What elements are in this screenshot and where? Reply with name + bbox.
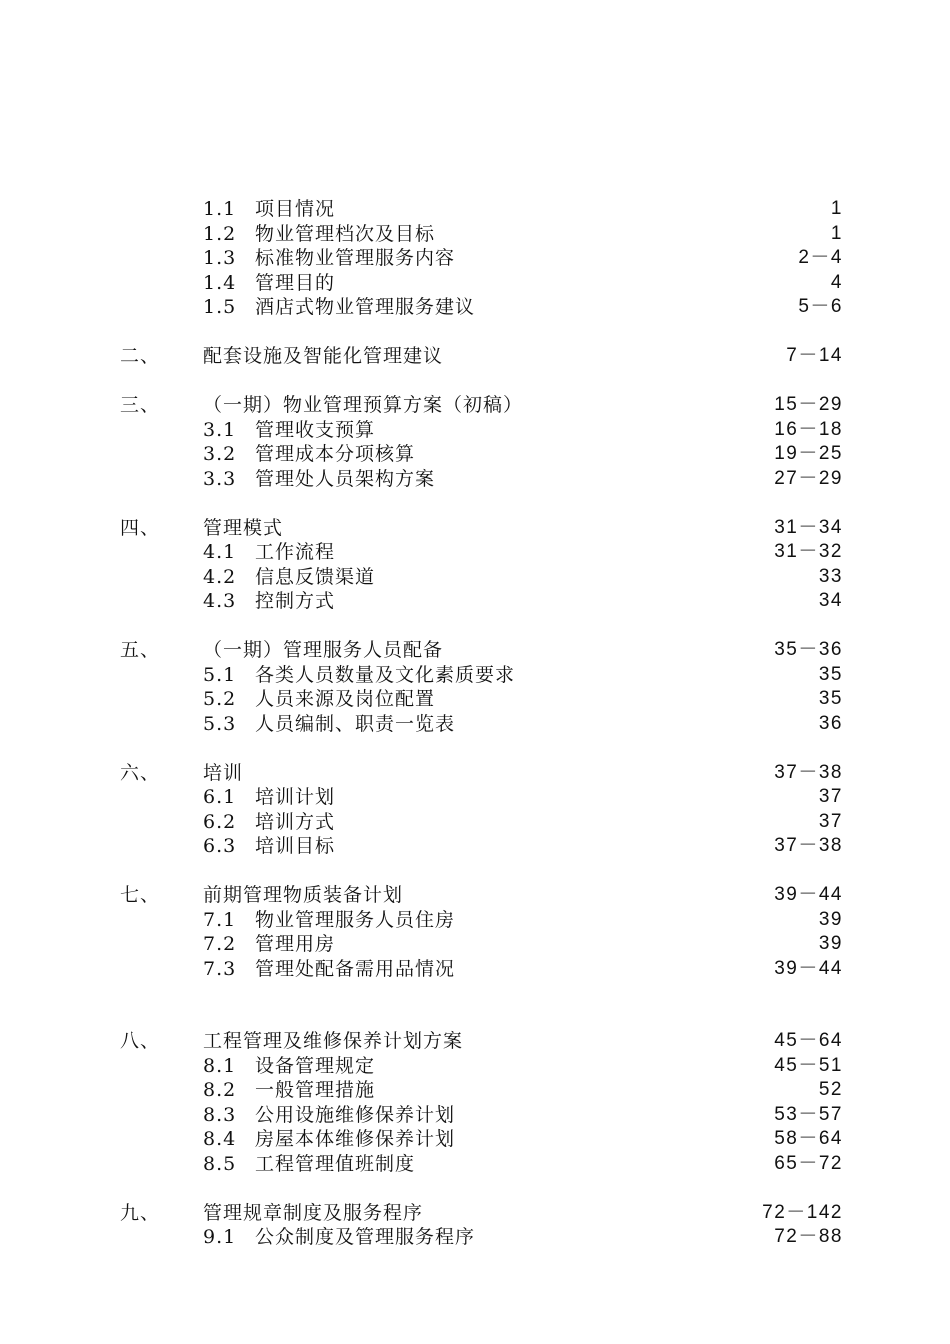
entry-number: 8.2 (203, 1079, 237, 1101)
entry-page: 36 (818, 712, 843, 734)
chapter-page: 45－64 (774, 1030, 843, 1051)
entry-title: 人员编制、职责一览表 (255, 712, 456, 735)
toc-entry-5-3[interactable] (0, 712, 950, 737)
toc-entry-9-1[interactable] (0, 1225, 950, 1250)
toc-entry-1-1[interactable] (0, 197, 950, 222)
entry-page: 2－4 (798, 247, 843, 268)
toc-entry-1-5[interactable] (0, 295, 950, 320)
toc-section-4 (0, 516, 950, 614)
toc-chapter-4[interactable] (0, 516, 950, 541)
entry-title: 酒店式物业管理服务建议 (255, 296, 476, 318)
toc-entry-6-3[interactable] (0, 834, 950, 859)
chapter-title: （一期）物业管理预算方案（初稿） (203, 394, 524, 416)
entry-title: 管理处配备需用品情况 (255, 957, 456, 980)
entry-page: 35 (818, 663, 843, 685)
entry-page: 33 (818, 565, 843, 587)
toc-entry-8-5[interactable] (0, 1152, 950, 1177)
entry-title: 物业管理服务人员住房 (255, 908, 456, 931)
toc-entry-4-3[interactable] (0, 589, 950, 614)
toc-entry-5-1[interactable] (0, 663, 950, 688)
entry-title: 培训目标 (255, 835, 336, 857)
entry-number: 8.1 (203, 1054, 237, 1077)
toc-entry-1-3[interactable] (0, 246, 950, 271)
entry-page: 1 (830, 198, 843, 219)
chapter-title: （一期）管理服务人员配备 (203, 639, 444, 661)
toc-chapter-2[interactable] (0, 344, 950, 369)
entry-number: 1.1 (203, 198, 237, 220)
chapter-page: 72－142 (762, 1201, 843, 1223)
toc-entry-6-1[interactable] (0, 785, 950, 810)
toc-section-9 (0, 1201, 950, 1250)
toc-entry-5-2[interactable] (0, 687, 950, 712)
entry-page: 39 (818, 908, 843, 930)
entry-title: 公用设施维修保养计划 (255, 1103, 456, 1126)
entry-title: 物业管理档次及目标 (255, 222, 436, 245)
entry-number: 1.5 (203, 296, 237, 318)
entry-title: 管理收支预算 (255, 418, 376, 441)
entry-number: 3.2 (203, 443, 237, 465)
toc-entry-4-1[interactable] (0, 540, 950, 565)
entry-number: 4.1 (203, 541, 237, 563)
toc-entry-7-2[interactable] (0, 932, 950, 957)
entry-title: 工程管理值班制度 (255, 1152, 416, 1175)
entry-number: 1.3 (203, 247, 237, 269)
chapter-number: 六、 (120, 761, 161, 784)
table-of-contents (0, 197, 950, 1274)
entry-page: 5－6 (798, 296, 843, 317)
entry-page: 45－51 (774, 1054, 843, 1076)
chapter-number: 三、 (120, 394, 161, 416)
chapter-number: 五、 (120, 639, 161, 661)
entry-page: 37 (818, 810, 843, 832)
chapter-page: 35－36 (774, 639, 843, 660)
entry-number: 8.3 (203, 1103, 237, 1126)
entry-page: 31－32 (774, 541, 843, 562)
toc-entry-3-2[interactable] (0, 442, 950, 467)
entry-page: 27－29 (774, 467, 843, 489)
entry-number: 4.3 (203, 590, 237, 612)
toc-entry-3-3[interactable] (0, 467, 950, 492)
chapter-title: 工程管理及维修保养计划方案 (203, 1030, 464, 1052)
toc-section-3 (0, 393, 950, 491)
entry-title: 管理用房 (255, 933, 336, 955)
toc-chapter-6[interactable] (0, 761, 950, 786)
entry-number: 3.1 (203, 418, 237, 441)
entry-number: 1.2 (203, 222, 237, 245)
entry-number: 7.1 (203, 908, 237, 931)
entry-number: 8.4 (203, 1128, 237, 1150)
chapter-title: 管理规章制度及服务程序 (203, 1201, 424, 1224)
toc-section-7 (0, 883, 950, 981)
entry-page: 35 (818, 688, 843, 709)
entry-number: 7.3 (203, 957, 237, 980)
entry-number: 6.2 (203, 810, 237, 833)
entry-page: 4 (830, 271, 843, 293)
entry-number: 3.3 (203, 467, 237, 490)
entry-page: 72－88 (774, 1226, 843, 1247)
entry-title: 培训计划 (255, 786, 336, 808)
toc-entry-6-2[interactable] (0, 810, 950, 835)
chapter-number: 八、 (120, 1030, 161, 1052)
entry-title: 管理处人员架构方案 (255, 467, 436, 490)
chapter-number: 七、 (120, 884, 161, 906)
toc-section-6 (0, 761, 950, 859)
entry-title: 各类人员数量及文化素质要求 (255, 663, 516, 686)
toc-entry-7-1[interactable] (0, 908, 950, 933)
entry-number: 5.2 (203, 688, 237, 710)
entry-page: 65－72 (774, 1152, 843, 1174)
entry-title: 设备管理规定 (255, 1054, 376, 1077)
toc-entry-1-2[interactable] (0, 222, 950, 247)
entry-page: 52 (818, 1079, 843, 1100)
toc-entry-8-2[interactable] (0, 1078, 950, 1103)
chapter-page: 7－14 (786, 345, 843, 366)
toc-entry-8-4[interactable] (0, 1127, 950, 1152)
toc-entry-8-3[interactable] (0, 1103, 950, 1128)
chapter-number: 九、 (120, 1201, 161, 1224)
chapter-title: 管理模式 (203, 516, 284, 539)
toc-chapter-9[interactable] (0, 1201, 950, 1226)
chapter-page: 31－34 (774, 516, 843, 538)
entry-page: 37－38 (774, 835, 843, 856)
entry-page: 16－18 (774, 418, 843, 440)
toc-chapter-7[interactable] (0, 883, 950, 908)
chapter-page: 39－44 (774, 884, 843, 905)
entry-number: 4.2 (203, 565, 237, 588)
entry-number: 8.5 (203, 1152, 237, 1175)
entry-title: 信息反馈渠道 (255, 565, 376, 588)
entry-page: 19－25 (774, 443, 843, 464)
toc-entry-4-2[interactable] (0, 565, 950, 590)
toc-section-5 (0, 638, 950, 736)
toc-entry-8-1[interactable] (0, 1054, 950, 1079)
toc-section-8 (0, 1029, 950, 1176)
entry-title: 管理成本分项核算 (255, 443, 416, 465)
entry-number: 5.3 (203, 712, 237, 735)
entry-title: 管理目的 (255, 271, 336, 294)
entry-title: 控制方式 (255, 590, 336, 612)
toc-chapter-8[interactable] (0, 1029, 950, 1054)
toc-chapter-5[interactable] (0, 638, 950, 663)
entry-page: 1 (830, 222, 843, 244)
entry-title: 人员来源及岗位配置 (255, 688, 436, 710)
chapter-title: 配套设施及智能化管理建议 (203, 345, 444, 367)
entry-number: 6.1 (203, 786, 237, 808)
entry-page: 37 (818, 786, 843, 807)
entry-number: 7.2 (203, 933, 237, 955)
entry-number: 5.1 (203, 663, 237, 686)
entry-title: 项目情况 (255, 198, 336, 220)
entry-title: 标准物业管理服务内容 (255, 247, 456, 269)
entry-number: 6.3 (203, 835, 237, 857)
chapter-page: 37－38 (774, 761, 843, 783)
chapter-number: 二、 (120, 345, 161, 367)
toc-entry-7-3[interactable] (0, 957, 950, 982)
entry-title: 公众制度及管理服务程序 (255, 1226, 476, 1248)
entry-page: 53－57 (774, 1103, 843, 1125)
entry-title: 房屋本体维修保养计划 (255, 1128, 456, 1150)
toc-section-1 (0, 197, 950, 320)
entry-title: 一般管理措施 (255, 1079, 376, 1101)
chapter-title: 前期管理物质装备计划 (203, 884, 404, 906)
entry-page: 39－44 (774, 957, 843, 979)
entry-number: 9.1 (203, 1226, 237, 1248)
entry-number: 1.4 (203, 271, 237, 294)
chapter-title: 培训 (203, 761, 244, 784)
entry-page: 34 (818, 590, 843, 611)
chapter-number: 四、 (120, 516, 161, 539)
entry-page: 39 (818, 933, 843, 954)
toc-section-2 (0, 344, 950, 369)
entry-title: 工作流程 (255, 541, 336, 563)
toc-chapter-3[interactable] (0, 393, 950, 418)
entry-page: 58－64 (774, 1128, 843, 1149)
entry-title: 培训方式 (255, 810, 336, 833)
toc-entry-1-4[interactable] (0, 271, 950, 296)
chapter-page: 15－29 (774, 394, 843, 415)
toc-entry-3-1[interactable] (0, 418, 950, 443)
